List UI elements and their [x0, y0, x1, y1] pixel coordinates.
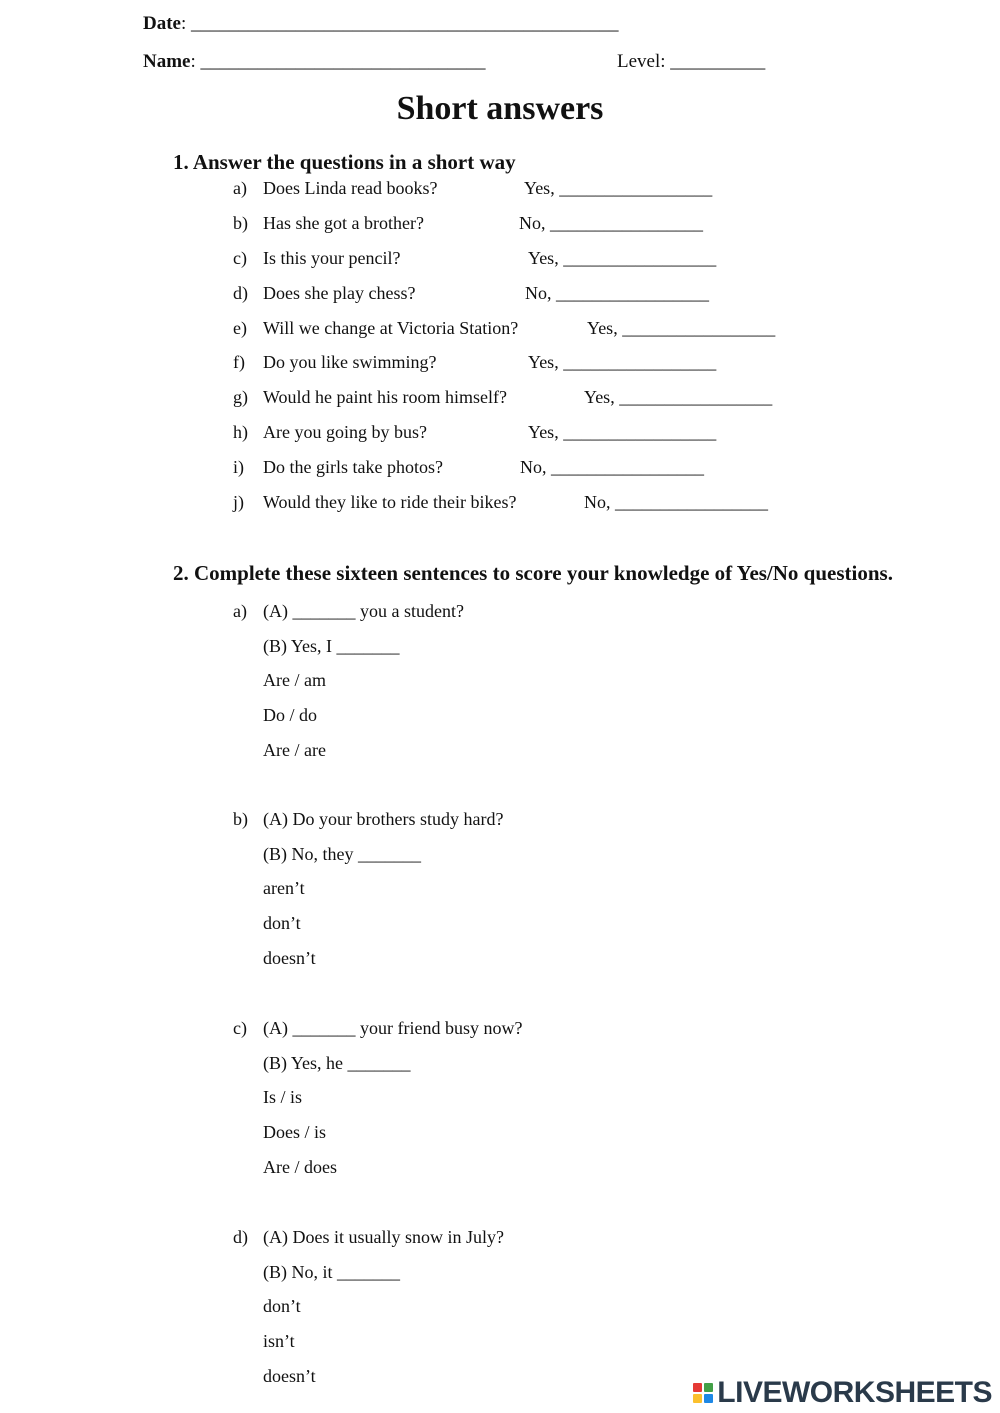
answer-blank[interactable]: Yes, _________________: [587, 318, 776, 338]
answer-blank[interactable]: Yes, _________________: [524, 178, 713, 198]
speaker-b-line: (B) No, they _______: [263, 843, 421, 864]
question-text: Has she got a brother?: [263, 213, 424, 233]
logo-square-3: [693, 1394, 702, 1403]
answer-option[interactable]: doesn’t: [263, 947, 316, 968]
question-text: Does Linda read books?: [263, 178, 438, 198]
answer-option[interactable]: Are / does: [263, 1156, 337, 1177]
speaker-b-line: (B) Yes, I _______: [263, 635, 400, 656]
date-label: Date: [143, 13, 181, 34]
logo-text: LIVEWORKSHEETS: [717, 1376, 992, 1409]
q-letter: a): [233, 178, 247, 198]
speaker-a-line: (A) Does it usually snow in July?: [263, 1227, 504, 1247]
q-letter: d): [233, 283, 248, 303]
answer-option[interactable]: Is / is: [263, 1087, 303, 1108]
answer-option[interactable]: isn’t: [263, 1331, 295, 1352]
question-text: Are you going by bus?: [263, 422, 427, 442]
q-letter: c): [233, 248, 247, 268]
exercise-letter: c): [233, 1018, 247, 1038]
question-text: Do the girls take photos?: [263, 457, 443, 477]
name-blank[interactable]: : ______________________________: [190, 51, 486, 72]
answer-blank[interactable]: Yes, _________________: [528, 248, 717, 268]
answer-blank[interactable]: Yes, _________________: [584, 387, 773, 407]
exercise-letter: a): [233, 601, 247, 621]
speaker-b-line: (B) Yes, he _______: [263, 1052, 411, 1073]
answer-option[interactable]: Does / is: [263, 1122, 326, 1143]
exercise-letter: d): [233, 1227, 248, 1247]
speaker-b-line: (B) No, it _______: [263, 1261, 400, 1282]
logo-square-4: [704, 1394, 713, 1403]
q-letter: j): [233, 492, 244, 512]
answer-blank[interactable]: No, _________________: [525, 283, 709, 303]
q-letter: h): [233, 422, 248, 442]
answer-option[interactable]: Are / am: [263, 670, 326, 691]
answer-option[interactable]: Are / are: [263, 739, 326, 760]
answer-blank[interactable]: No, _________________: [584, 492, 768, 512]
section2-heading: 2. Complete these sixteen sentences to score your knowledge of Yes/No questions.: [173, 561, 893, 585]
q-letter: f): [233, 352, 245, 372]
question-text: Would he paint his room himself?: [263, 387, 508, 407]
q-letter: i): [233, 457, 244, 477]
name-label: Name: [143, 51, 191, 72]
name-line: [143, 51, 486, 73]
question-text: Will we change at Victoria Station?: [263, 318, 519, 338]
question-text: Do you like swimming?: [263, 352, 437, 372]
speaker-a-line: (A) Do your brothers study hard?: [263, 809, 504, 829]
section1-heading: 1. Answer the questions in a short way: [173, 150, 516, 174]
liveworksheets-logo: [693, 1376, 992, 1410]
speaker-a-line: (A) _______ your friend busy now?: [263, 1018, 523, 1038]
question-text: Does she play chess?: [263, 283, 416, 303]
logo-square-2: [704, 1383, 713, 1392]
q-letter: e): [233, 318, 247, 338]
answer-blank[interactable]: Yes, _________________: [528, 422, 717, 442]
exercise-letter: b): [233, 809, 248, 829]
answer-blank[interactable]: Yes, _________________: [528, 352, 717, 372]
logo-square-1: [693, 1383, 702, 1392]
speaker-a-line: (A) _______ you a student?: [263, 601, 464, 621]
answer-blank[interactable]: No, _________________: [520, 457, 704, 477]
logo-icon: [693, 1383, 713, 1403]
answer-option[interactable]: don’t: [263, 913, 301, 934]
answer-option[interactable]: Do / do: [263, 705, 317, 726]
question-text: Is this your pencil?: [263, 248, 401, 268]
level-field[interactable]: Level: __________: [617, 51, 766, 72]
answer-option[interactable]: don’t: [263, 1296, 301, 1317]
date-line: [143, 13, 619, 35]
answer-option[interactable]: aren’t: [263, 878, 305, 899]
page-title: Short answers: [396, 90, 604, 127]
answer-option[interactable]: doesn’t: [263, 1365, 316, 1386]
question-text: Would they like to ride their bikes?: [263, 492, 517, 512]
date-blank[interactable]: : _____________________________________________: [180, 13, 619, 34]
q-letter: b): [233, 213, 248, 233]
answer-blank[interactable]: No, _________________: [519, 213, 703, 233]
q-letter: g): [233, 387, 248, 407]
